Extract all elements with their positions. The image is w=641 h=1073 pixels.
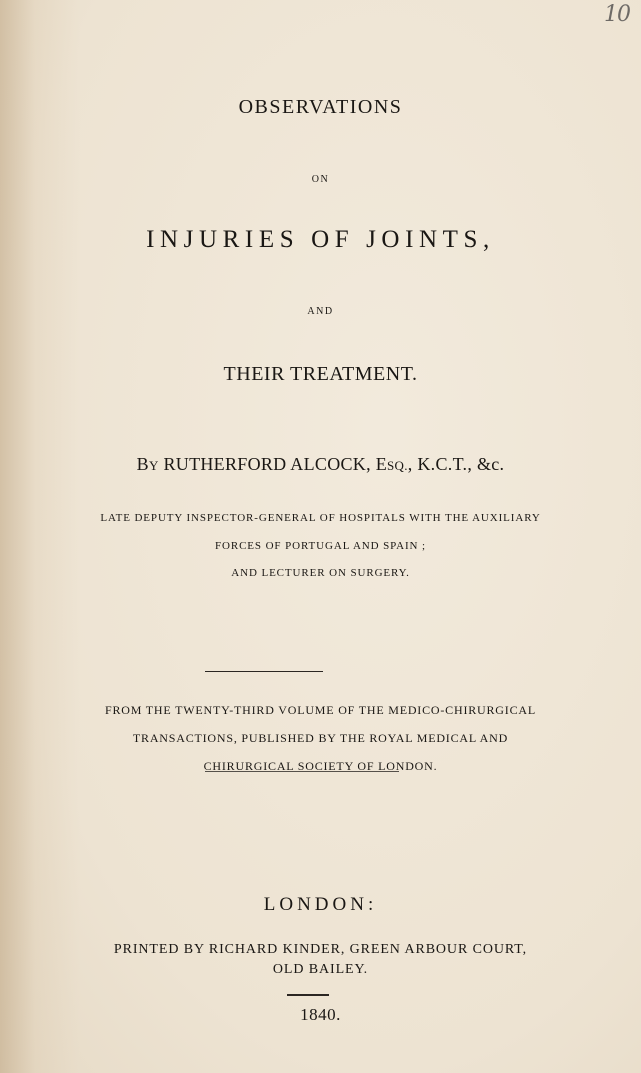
byline-by-initial: B [136,454,149,474]
main-title: OBSERVATIONS [238,96,403,118]
shelfmark-number: 10 [604,2,630,27]
divider-rule [205,771,399,772]
printer-line-2: OLD BAILEY. [272,962,369,977]
byline-esq-initial: E [375,454,387,474]
title-connector-and: AND [307,306,334,317]
divider-rule [205,671,323,672]
divider-rule [287,994,329,996]
byline-author-name: RUTHERFORD ALCOCK, [158,454,376,474]
source-line-2: TRANSACTIONS, PUBLISHED BY THE ROYAL MEDICAL AND [132,731,509,745]
title-connector-on: ON [311,174,330,185]
byline-honours: , K.C.T., &c. [407,454,505,474]
subject-title: INJURIES OF JOINTS, [146,226,495,253]
credentials-line-2: FORCES OF PORTUGAL AND SPAIN ; [214,540,427,552]
credentials-line-3: AND LECTURER ON SURGERY. [231,567,410,579]
byline-esq-rest: SQ. [387,458,408,473]
imprint-place: LONDON: [263,894,378,915]
byline-by-rest: Y [148,458,159,473]
source-line-3: CHIRURGICAL SOCIETY OF LONDON. [203,759,438,773]
subtitle: THEIR TREATMENT. [223,363,418,385]
credentials-line-1: LATE DEPUTY INSPECTOR-GENERAL OF HOSPITALS WITH THE AUXILIARY [100,512,541,524]
author-byline [0,454,641,475]
printer-line-1: PRINTED BY RICHARD KINDER, GREEN ARBOUR COURT, [113,942,528,957]
imprint-year: 1840. [300,1005,341,1024]
source-line-1: FROM THE TWENTY-THIRD VOLUME OF THE MEDICO-CHIRURGICAL [105,703,536,717]
